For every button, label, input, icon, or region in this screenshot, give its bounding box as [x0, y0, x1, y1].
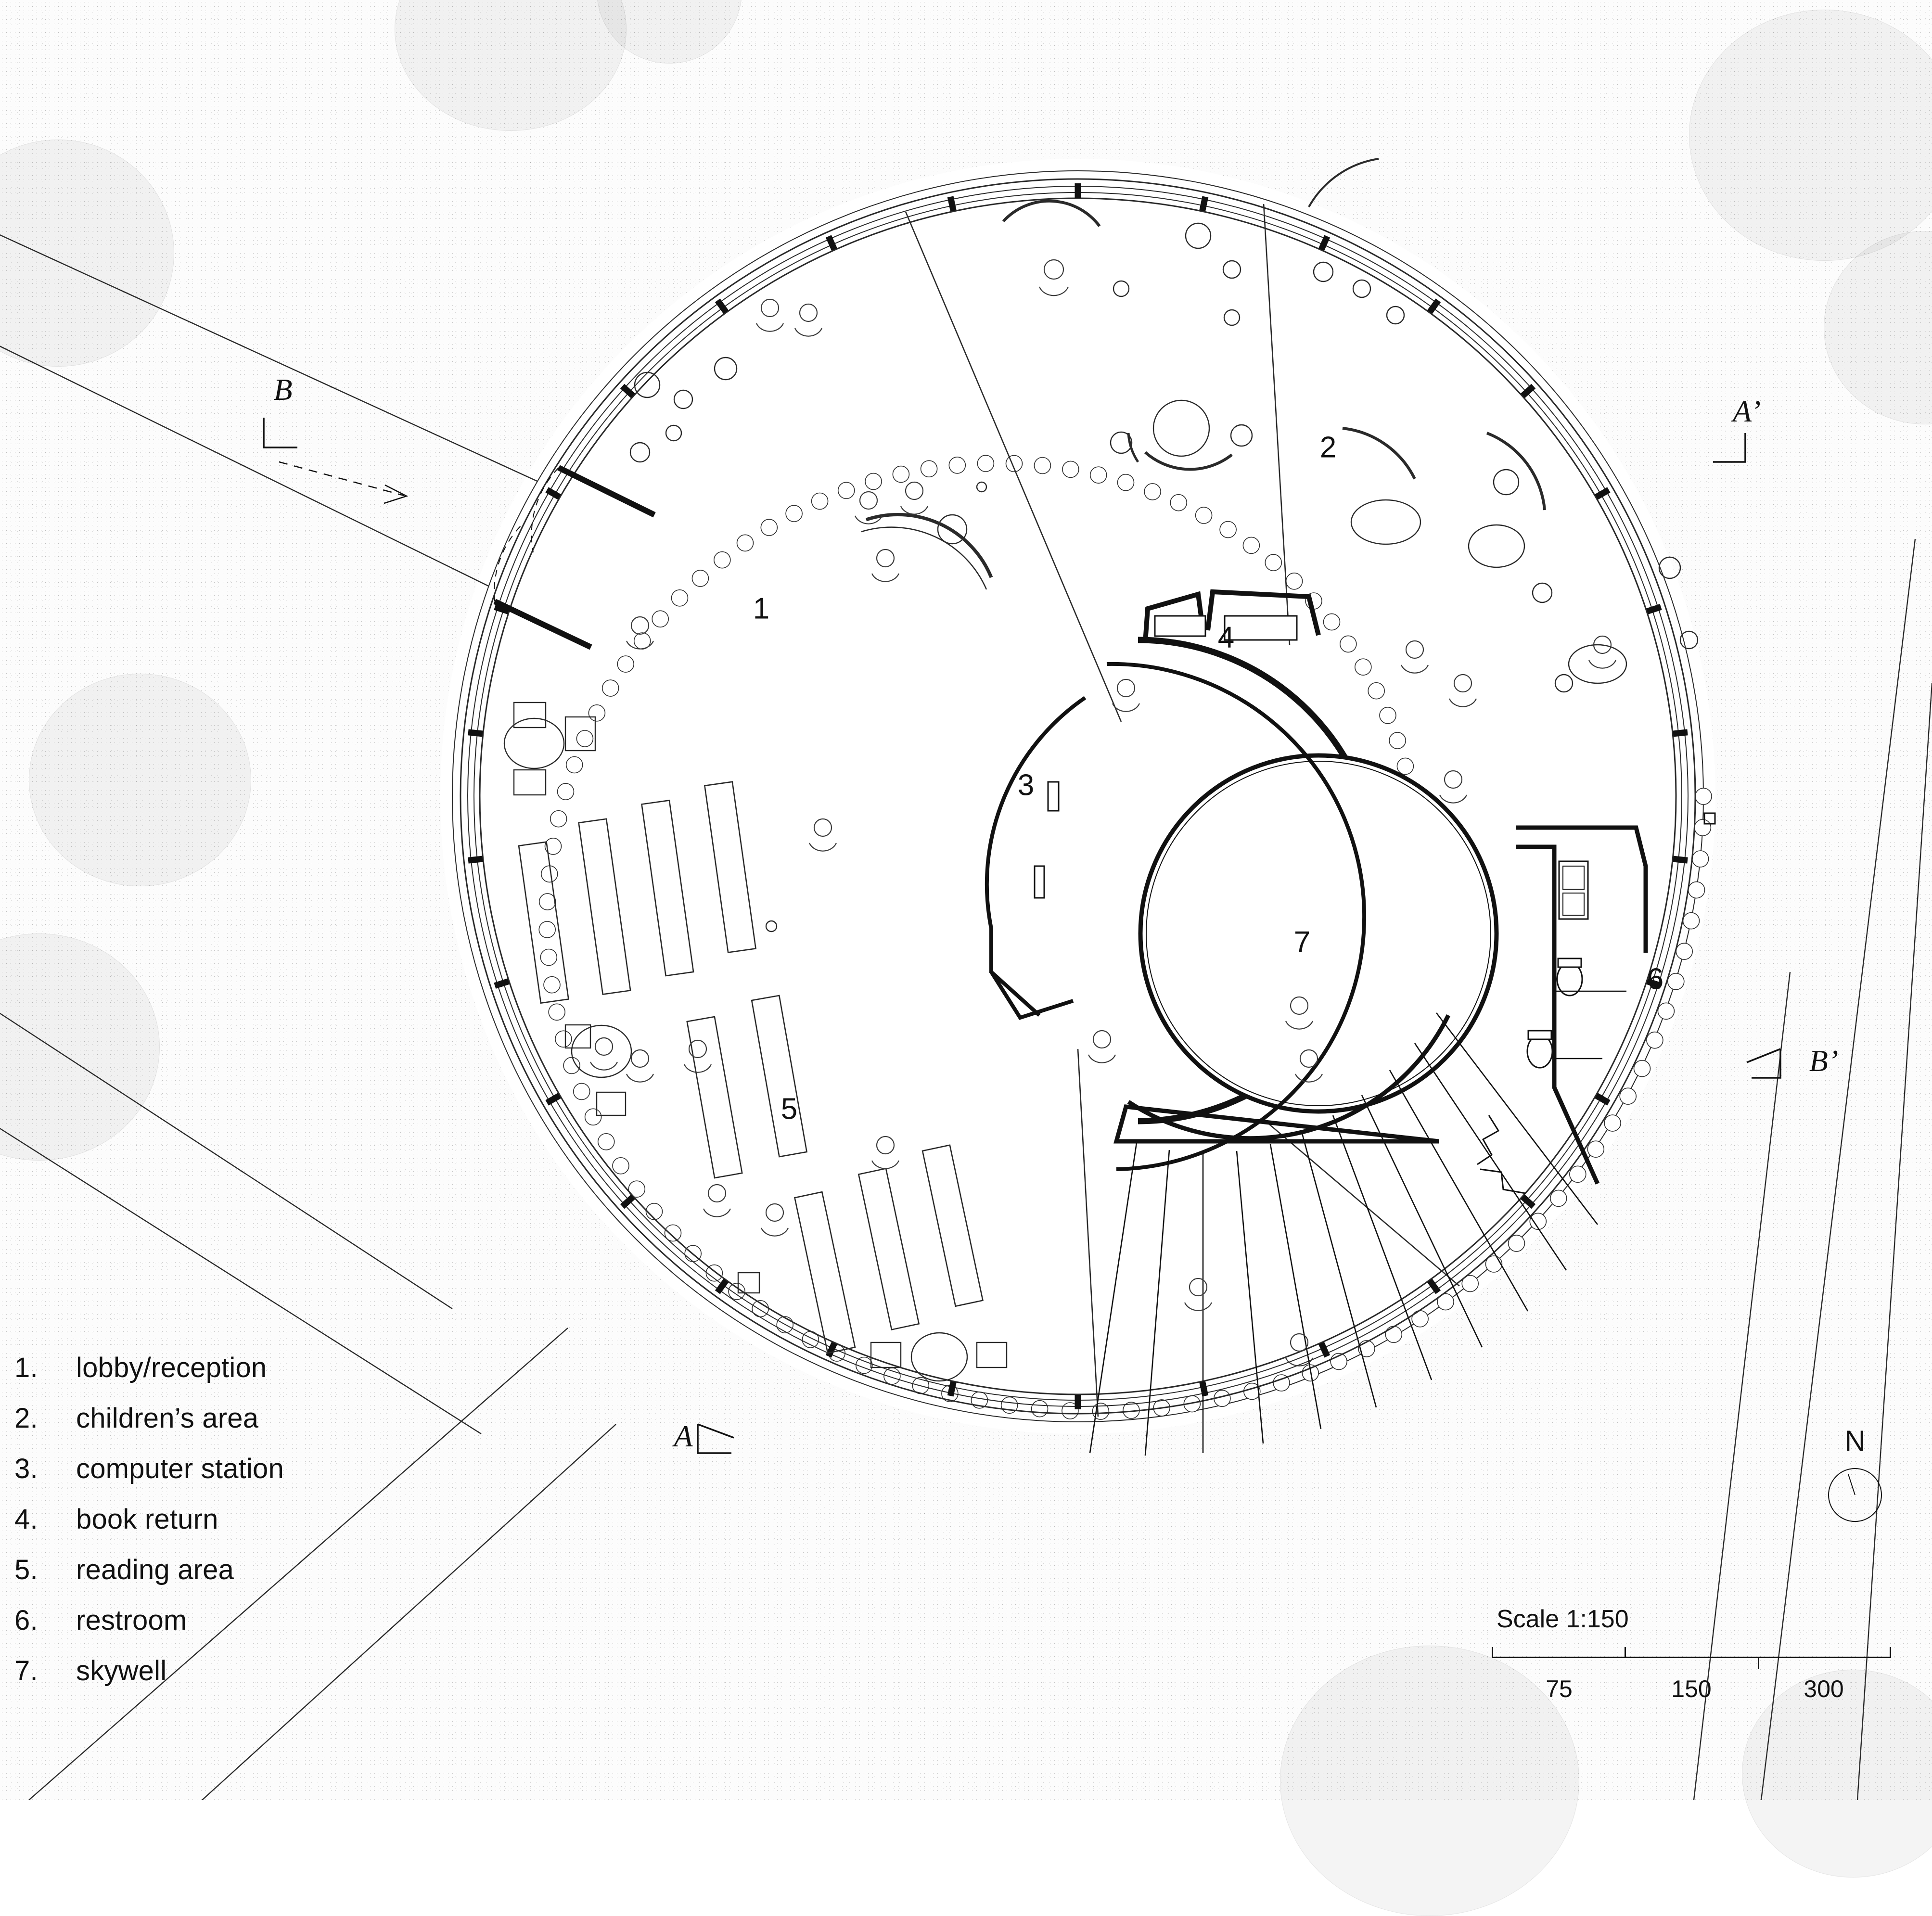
scale-label-300: 300: [1804, 1675, 1844, 1702]
section-marker-B: B: [273, 372, 293, 407]
scale-label-75: 75: [1546, 1675, 1573, 1702]
building-outer-scallop: [452, 171, 1712, 1422]
legend-item-5: [14, 1545, 448, 1595]
north-arrow: [1802, 1424, 1908, 1522]
section-marker-A-prime: A’: [1732, 394, 1761, 428]
plan-tag-4: 4: [1217, 621, 1235, 654]
legend-number: 2.: [14, 1403, 38, 1434]
legend-label: skywell: [76, 1655, 167, 1686]
legend-item-4: [14, 1494, 448, 1545]
plan-tag-6: 6: [1647, 962, 1664, 996]
scale-tick: [1492, 1647, 1493, 1658]
section-marker-A: A: [674, 1419, 693, 1453]
legend-label: restroom: [76, 1605, 187, 1636]
scale-tick: [1758, 1657, 1759, 1669]
legend-item-6: [14, 1595, 448, 1646]
legend-number: 4.: [14, 1504, 38, 1535]
plan-tag-3: 3: [1017, 768, 1035, 802]
legend-number: 5.: [14, 1554, 38, 1585]
legend: [14, 1342, 448, 1696]
scale-title: Scale 1:150: [1497, 1605, 1629, 1633]
legend-number: 6.: [14, 1605, 38, 1636]
north-circle: [1828, 1468, 1882, 1522]
scale-graphic: [1492, 1644, 1891, 1673]
legend-item-2: [14, 1393, 448, 1443]
north-needle-icon: [1848, 1474, 1855, 1495]
plan-tag-5: 5: [780, 1092, 798, 1126]
legend-label: children’s area: [76, 1403, 259, 1434]
legend-label: book return: [76, 1504, 218, 1535]
section-marker-B-prime: B’: [1809, 1044, 1839, 1078]
scale-tick: [1890, 1647, 1891, 1658]
legend-number: 3.: [14, 1453, 38, 1484]
legend-item-1: [14, 1342, 448, 1393]
scale-label-150: 150: [1671, 1675, 1712, 1702]
scale-tick: [1625, 1647, 1626, 1658]
plan-tag-7: 7: [1293, 925, 1311, 959]
plan-tag-2: 2: [1319, 431, 1337, 464]
legend-number: 7.: [14, 1655, 38, 1686]
scale-labels: [1492, 1675, 1891, 1704]
legend-label: lobby/reception: [76, 1352, 267, 1383]
scale-bar: [1492, 1605, 1910, 1704]
legend-label: computer station: [76, 1453, 284, 1484]
plan-tag-1: 1: [753, 592, 770, 626]
scale-baseline: [1492, 1657, 1891, 1658]
legend-item-7: [14, 1646, 448, 1696]
north-label: N: [1844, 1425, 1866, 1457]
legend-item-3: [14, 1443, 448, 1494]
legend-number: 1.: [14, 1352, 38, 1383]
legend-label: reading area: [76, 1554, 234, 1585]
